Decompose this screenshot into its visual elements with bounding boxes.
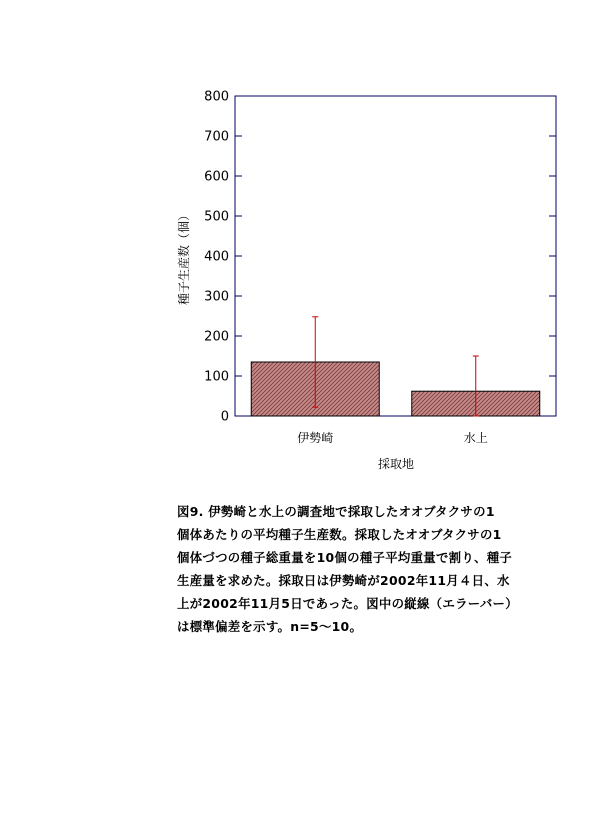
x-category-label: 伊勢崎 bbox=[297, 431, 334, 445]
caption-line: 生産量を求めた。採取日は伊勢崎が2002年11月４日、水 bbox=[177, 573, 510, 588]
caption-line: 個体あたりの平均種子生産数。採取したオオブタクサの1 bbox=[177, 527, 502, 542]
x-axis-title: 採取地 bbox=[377, 457, 415, 471]
y-tick-label: 800 bbox=[204, 89, 229, 105]
y-tick-label: 0 bbox=[220, 409, 229, 425]
caption-line: 個体づつの種子総重量を10個の種子平均重量で割り、種子 bbox=[177, 550, 513, 565]
y-tick-label: 100 bbox=[204, 369, 229, 385]
caption-line: は標準偏差を示す。n=5～10。 bbox=[177, 619, 363, 634]
figure-caption bbox=[177, 500, 577, 638]
y-tick-label: 600 bbox=[204, 169, 229, 185]
y-tick-label: 200 bbox=[204, 329, 229, 345]
y-tick-label: 300 bbox=[204, 289, 229, 305]
y-tick-label: 500 bbox=[204, 209, 229, 225]
y-axis-title: 種子生産数（個） bbox=[177, 208, 191, 306]
caption-line: 上が2002年11月5日であった。図中の縦線（エラーバー） bbox=[177, 596, 518, 611]
caption-line: 図9. 伊勢崎と水上の調査地で採取したオオブタクサの1 bbox=[177, 504, 495, 519]
y-tick-label: 700 bbox=[204, 129, 229, 145]
x-category-label: 水上 bbox=[463, 431, 488, 445]
y-tick-label: 400 bbox=[204, 249, 229, 265]
